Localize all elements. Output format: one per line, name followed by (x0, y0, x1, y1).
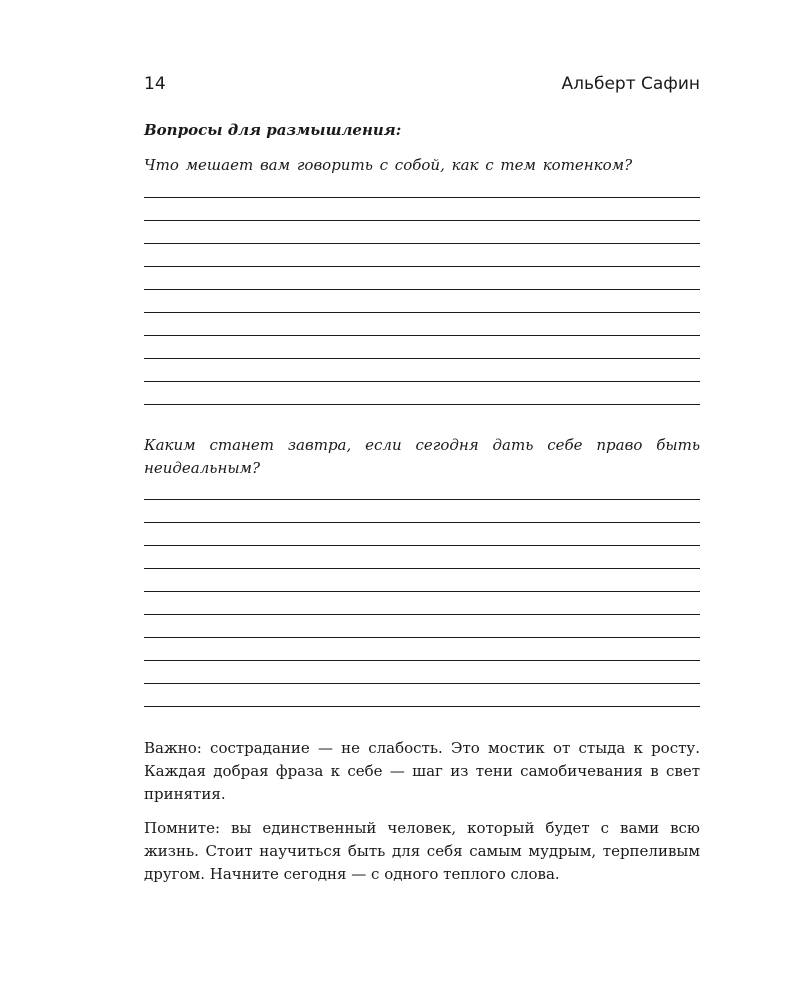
writing-line[interactable] (144, 197, 700, 198)
running-head-author: Альберт Сафин (561, 74, 700, 94)
section-heading: Вопросы для размышления: (144, 121, 402, 139)
writing-line[interactable] (144, 660, 700, 661)
paragraph-remember: Помните: вы единственный человек, который будет с вами всю жизнь. Стоит научиться быть для себя самым мудрым, терпеливым другом. Начните сегодня — с одного теплого слова. (144, 819, 700, 883)
writing-line[interactable] (144, 545, 700, 546)
writing-line[interactable] (144, 614, 700, 615)
writing-line[interactable] (144, 335, 700, 336)
page-header (144, 74, 700, 98)
writing-line[interactable] (144, 637, 700, 638)
answer-lines-1[interactable] (144, 197, 700, 427)
question-2: Каким станет завтра, если сегодня дать себе право быть неидеальным? (144, 436, 700, 477)
writing-line[interactable] (144, 568, 700, 569)
writing-line[interactable] (144, 289, 700, 290)
writing-line[interactable] (144, 312, 700, 313)
page-number: 14 (144, 74, 166, 94)
writing-line[interactable] (144, 220, 700, 221)
writing-line[interactable] (144, 404, 700, 405)
paragraph-important: Важно: сострадание — не слабость. Это мостик от стыда к росту. Каждая добрая фраза к себе — шаг из тени самобичевания в свет принятия. (144, 739, 700, 803)
writing-line[interactable] (144, 522, 700, 523)
writing-line[interactable] (144, 381, 700, 382)
writing-line[interactable] (144, 683, 700, 684)
writing-line[interactable] (144, 706, 700, 707)
writing-line[interactable] (144, 243, 700, 244)
writing-line[interactable] (144, 499, 700, 500)
question-1: Что мешает вам говорить с собой, как с тем котенком? (144, 156, 633, 174)
writing-line[interactable] (144, 591, 700, 592)
answer-lines-2[interactable] (144, 499, 700, 729)
writing-line[interactable] (144, 358, 700, 359)
writing-line[interactable] (144, 266, 700, 267)
